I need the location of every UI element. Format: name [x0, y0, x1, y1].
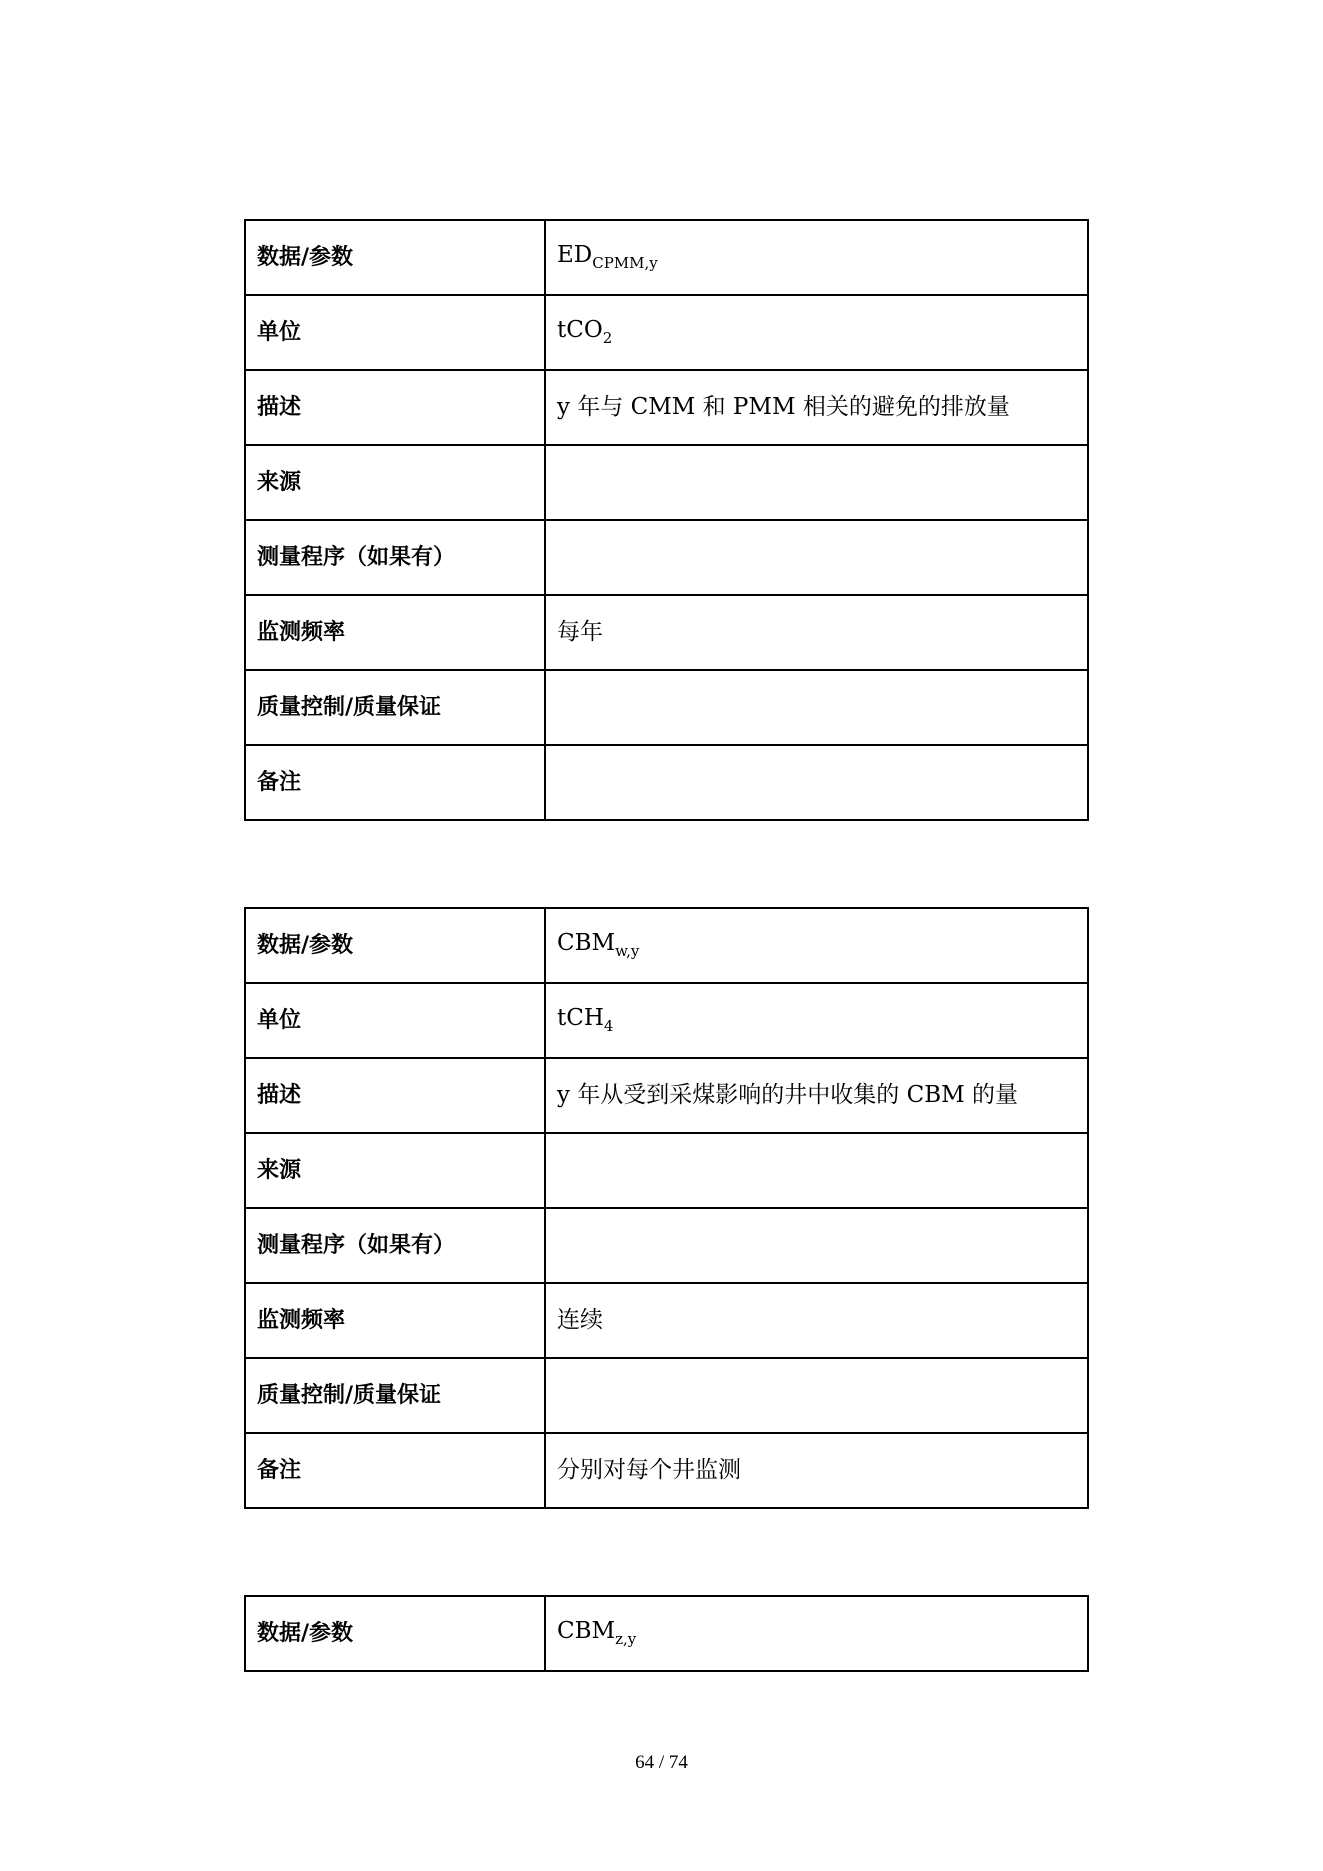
row-value: y 年与 CMM 和 PMM 相关的避免的排放量	[545, 370, 1088, 445]
table-row	[245, 745, 1088, 820]
table-row	[245, 445, 1088, 520]
parameter-table-cbm-zy	[244, 1595, 1089, 1672]
table-row	[245, 520, 1088, 595]
table-row	[245, 1596, 1088, 1671]
row-label: 描述	[245, 370, 545, 445]
table-row	[245, 670, 1088, 745]
row-value	[545, 295, 1088, 370]
row-label: 监测频率	[245, 1283, 545, 1358]
row-value	[545, 520, 1088, 595]
value-subscript: CPMM,y	[592, 254, 658, 272]
row-value: 连续	[545, 1283, 1088, 1358]
row-label: 质量控制/质量保证	[245, 1358, 545, 1433]
table-row	[245, 908, 1088, 983]
row-label: 备注	[245, 745, 545, 820]
table-row	[245, 983, 1088, 1058]
table-row	[245, 595, 1088, 670]
value-main: tCH	[557, 1005, 604, 1031]
table-row	[245, 1283, 1088, 1358]
table-row	[245, 370, 1088, 445]
page-number: 64 / 74	[635, 1752, 688, 1773]
row-value	[545, 908, 1088, 983]
value-subscript: 2	[602, 329, 613, 347]
table-row	[245, 1433, 1088, 1508]
value-subscript: 4	[603, 1017, 614, 1035]
row-label: 质量控制/质量保证	[245, 670, 545, 745]
row-value	[545, 1358, 1088, 1433]
row-label: 单位	[245, 983, 545, 1058]
row-label: 单位	[245, 295, 545, 370]
table-row	[245, 1058, 1088, 1133]
row-value	[545, 1133, 1088, 1208]
row-value	[545, 220, 1088, 295]
parameter-table-cbm-wy	[244, 907, 1089, 1509]
row-label: 数据/参数	[245, 908, 545, 983]
row-value	[545, 745, 1088, 820]
row-value	[545, 445, 1088, 520]
row-label: 来源	[245, 1133, 545, 1208]
table-row	[245, 220, 1088, 295]
row-label: 备注	[245, 1433, 545, 1508]
table-row	[245, 1208, 1088, 1283]
row-value	[545, 1208, 1088, 1283]
row-label: 测量程序（如果有）	[245, 520, 545, 595]
row-label: 描述	[245, 1058, 545, 1133]
row-label: 监测频率	[245, 595, 545, 670]
row-value: 每年	[545, 595, 1088, 670]
value-subscript: z,y	[615, 1630, 637, 1648]
table-row	[245, 295, 1088, 370]
value-main: CBM	[557, 930, 616, 956]
value-subscript: w,y	[615, 942, 640, 960]
row-value	[545, 983, 1088, 1058]
table-row	[245, 1358, 1088, 1433]
row-label: 数据/参数	[245, 220, 545, 295]
value-main: tCO	[557, 317, 603, 343]
row-value: y 年从受到采煤影响的井中收集的 CBM 的量	[545, 1058, 1088, 1133]
table-row	[245, 1133, 1088, 1208]
row-label: 数据/参数	[245, 1596, 545, 1671]
row-label: 来源	[245, 445, 545, 520]
row-label: 测量程序（如果有）	[245, 1208, 545, 1283]
row-value	[545, 670, 1088, 745]
parameter-table-ed-cpmm	[244, 219, 1089, 821]
row-value	[545, 1596, 1088, 1671]
value-main: CBM	[557, 1618, 616, 1644]
value-main: ED	[557, 242, 593, 268]
row-value: 分别对每个井监测	[545, 1433, 1088, 1508]
